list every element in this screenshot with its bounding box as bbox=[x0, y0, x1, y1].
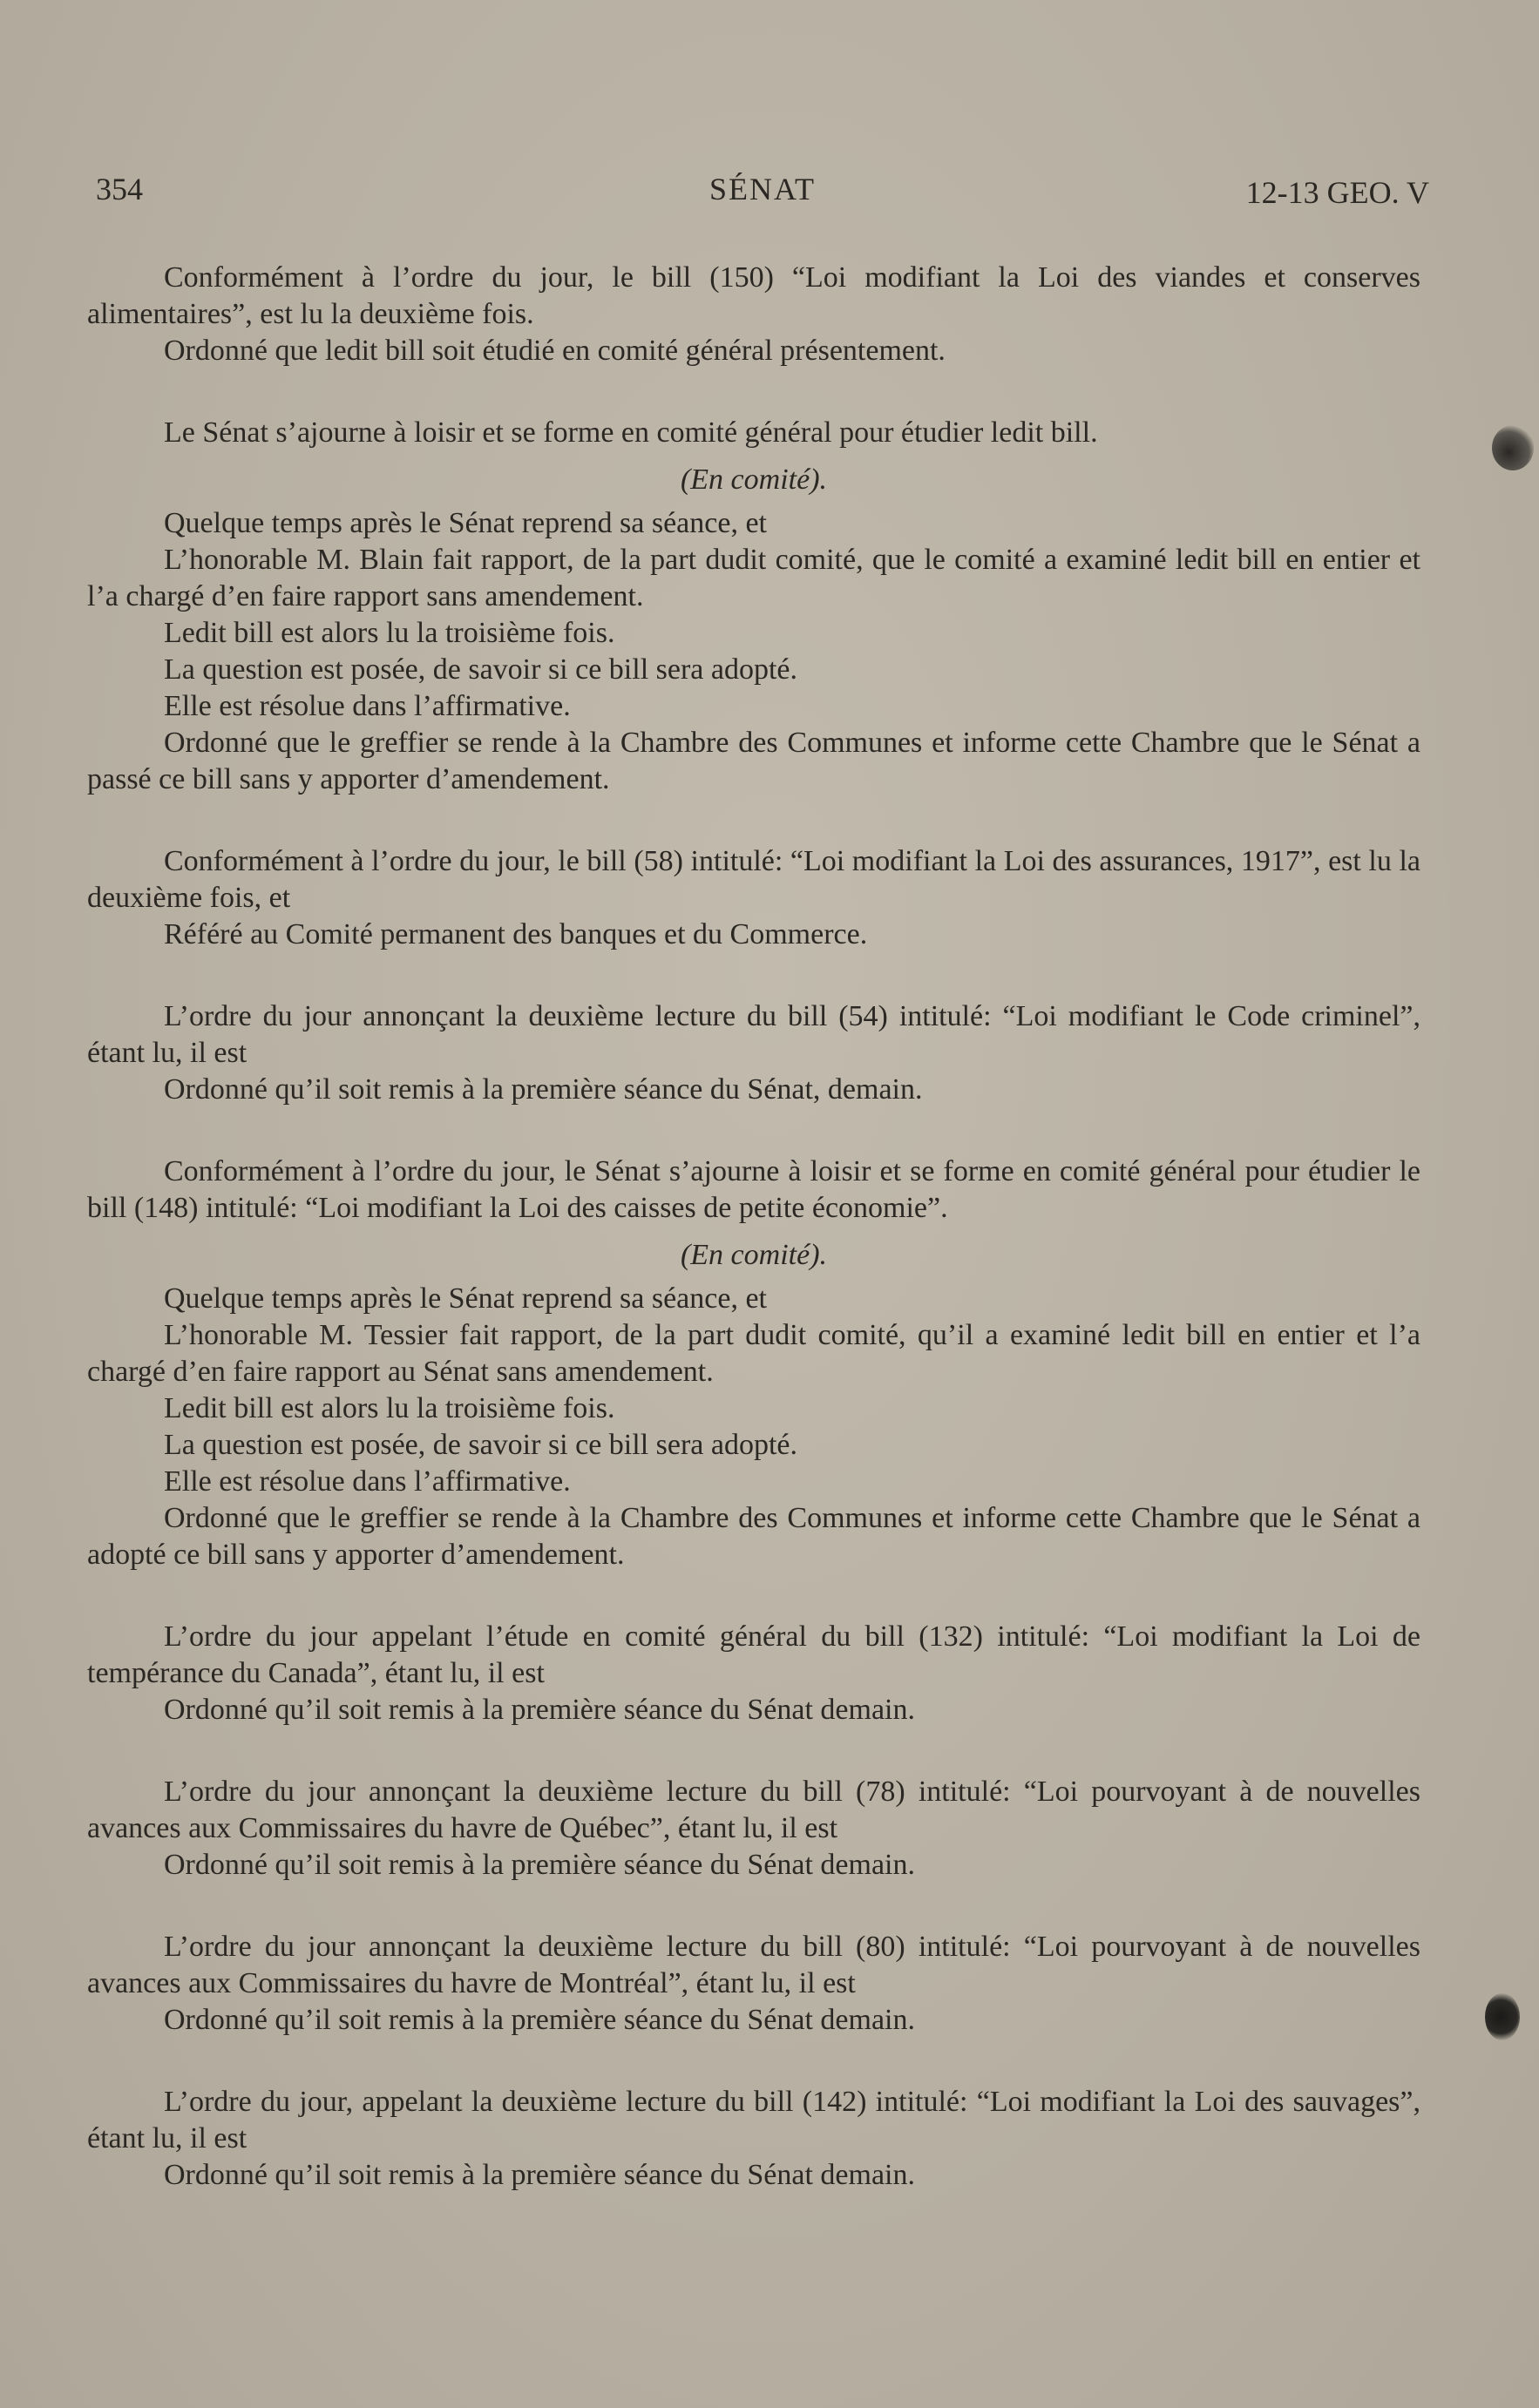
minute-entry bbox=[87, 1929, 1420, 2039]
page-title: SÉNAT bbox=[708, 172, 816, 206]
reign-reference: 12-13 GEO. V bbox=[1245, 175, 1429, 210]
minute-entry bbox=[87, 843, 1420, 953]
paragraph: Ordonné qu’il soit remis à la première séance du Sénat demain. bbox=[164, 1849, 915, 1881]
minute-entry bbox=[87, 415, 1420, 798]
paragraph: Conformément à l’ordre du jour, le bill (150) “Loi modifiant la Loi des viandes et conserves alimentaires”, est lu la deuxième fois. bbox=[87, 261, 1420, 330]
paragraph: Ledit bill est alors lu la troisième fois. bbox=[164, 617, 615, 649]
paragraph: L’ordre du jour annonçant la deuxième lecture du bill (78) intitulé: “Loi pourvoyant à de nouvelles avances aux Commissaires du havre de Québec”, étant lu, il est bbox=[87, 1776, 1420, 1844]
paragraph: Elle est résolue dans l’affirmative. bbox=[164, 1465, 571, 1498]
paragraph: L’honorable M. Blain fait rapport, de la part dudit comité, que le comité a examiné ledit bill en entier et l’a chargé d’en faire rapport sans amendement. bbox=[87, 544, 1420, 612]
paragraph: Ledit bill est alors lu la troisième fois. bbox=[164, 1392, 615, 1424]
committee-heading: (En comité). bbox=[680, 1239, 828, 1271]
paragraph: Ordonné que le greffier se rende à la Chambre des Communes et informe cette Chambre que le Sénat a passé ce bill sans y apporter d’amendement. bbox=[87, 727, 1420, 795]
paragraph: Ordonné que ledit bill soit étudié en comité général présentement. bbox=[164, 335, 946, 367]
paragraph: La question est posée, de savoir si ce bill sera adopté. bbox=[164, 1429, 797, 1461]
committee-heading: (En comité). bbox=[680, 463, 828, 496]
minute-entry bbox=[87, 260, 1420, 369]
paragraph: L’ordre du jour annonçant la deuxième lecture du bill (54) intitulé: “Loi modifiant le Code criminel”, étant lu, il est bbox=[87, 1000, 1420, 1069]
paragraph: L’ordre du jour appelant l’étude en comité général du bill (132) intitulé: “Loi modifiant la Loi de tempérance du Canada”, étant lu, il est bbox=[87, 1620, 1420, 1689]
paragraph: Ordonné qu’il soit remis à la première séance du Sénat, demain. bbox=[164, 1073, 923, 1106]
minute-entry bbox=[87, 998, 1420, 1108]
paragraph: Conformément à l’ordre du jour, le Sénat s’ajourne à loisir et se forme en comité général pour étudier le bill (148) intitulé: “Loi modifiant la Loi des caisses de petite économie”. bbox=[87, 1155, 1420, 1224]
paragraph: Quelque temps après le Sénat reprend sa séance, et bbox=[164, 507, 767, 539]
punch-hole-top bbox=[1492, 425, 1534, 470]
paragraph: Ordonné que le greffier se rende à la Chambre des Communes et informe cette Chambre que le Sénat a adopté ce bill sans y apporter d’amendement. bbox=[87, 1502, 1420, 1571]
paragraph: Ordonné qu’il soit remis à la première séance du Sénat demain. bbox=[164, 2159, 915, 2191]
paragraph: Ordonné qu’il soit remis à la première séance du Sénat demain. bbox=[164, 1694, 915, 1726]
minute-entry bbox=[87, 1153, 1420, 1573]
paragraph: Conformément à l’ordre du jour, le bill (58) intitulé: “Loi modifiant la Loi des assurances, 1917”, est lu la deuxième fois, et bbox=[87, 845, 1420, 914]
paragraph: L’honorable M. Tessier fait rapport, de la part dudit comité, qu’il a examiné ledit bill en entier et l’a chargé d’en faire rapport au Sénat sans amendement. bbox=[87, 1319, 1420, 1388]
page-number: 354 bbox=[96, 172, 143, 206]
paragraph: La question est posée, de savoir si ce bill sera adopté. bbox=[164, 653, 797, 686]
paragraph: Le Sénat s’ajourne à loisir et se forme en comité général pour étudier ledit bill. bbox=[164, 416, 1098, 449]
minute-entry bbox=[87, 2084, 1420, 2194]
page-header bbox=[96, 171, 1429, 214]
minute-entry bbox=[87, 1619, 1420, 1728]
document-body bbox=[87, 260, 1420, 2239]
paragraph: Quelque temps après le Sénat reprend sa séance, et bbox=[164, 1282, 767, 1315]
paragraph: L’ordre du jour annonçant la deuxième lecture du bill (80) intitulé: “Loi pourvoyant à de nouvelles avances aux Commissaires du havre de Montréal”, étant lu, il est bbox=[87, 1931, 1420, 1999]
paragraph: Référé au Comité permanent des banques et du Commerce. bbox=[164, 918, 868, 950]
paragraph: Elle est résolue dans l’affirmative. bbox=[164, 690, 571, 722]
punch-hole-bottom bbox=[1485, 1993, 1520, 2040]
paragraph: L’ordre du jour, appelant la deuxième lecture du bill (142) intitulé: “Loi modifiant la Loi des sauvages”, étant lu, il est bbox=[87, 2086, 1420, 2154]
paragraph: Ordonné qu’il soit remis à la première séance du Sénat demain. bbox=[164, 2004, 915, 2036]
minute-entry bbox=[87, 1774, 1420, 1884]
